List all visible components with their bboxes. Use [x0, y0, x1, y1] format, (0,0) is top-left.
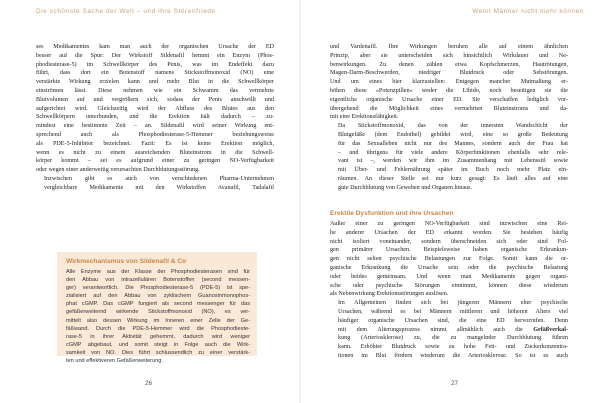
text-line: als Nebenwirkung Erektionsstörungen auslösen. — [330, 291, 449, 298]
text-line: übergehend die Möglichkeit eines vermehrten Bluteinstroms und da- — [330, 105, 568, 112]
text-line: Ursachen, während es bei Männern mittleren und höheren Alters viel — [338, 308, 568, 315]
page-number-left: 26 — [145, 380, 153, 387]
text-line: zialisiert auf den Abbau von zyklischem Guanosinmonophos- — [66, 293, 250, 300]
text-line: Im Allgemeinen finden sich bei jüngeren Männern eher psychische — [338, 300, 568, 307]
right-body-text-top — [330, 43, 568, 193]
text-line: Und um eines hier klarzustellen: Entgegen mancher Mutmaßung er- — [330, 79, 568, 86]
text-line: sprechend auch als Phosphodiesterase-5-Hemmer beziehungsweise — [36, 131, 274, 138]
section-heading: Erektile Dysfunktion und ihre Ursachen — [330, 210, 454, 217]
text-line: mit dem Alterungsprozess nimmt allmählich auch die Gefäßverkal- — [338, 326, 568, 333]
text-line: ger) verantwortlich. Die Phosphodiesterase-5 (PDE-5) ist spe- — [66, 285, 250, 292]
text-line: benwirkungen. Zu denen zählen etwa Kopfschmerzen, Hautrötungen, — [330, 61, 568, 68]
text-line: häufiger organische Ursachen sind, die eine ED hervorrufen. Denn — [338, 317, 568, 324]
text-line: oder beides gemeinsam. Und wenn man Medikamente gegen organi- — [330, 273, 568, 280]
text-line: Blutgefäße (dem Endothel) gebildet wird, eine so große Bedeutung — [338, 131, 568, 138]
right-body-text-bottom — [330, 220, 568, 361]
text-line: fäßwand. Durch die PDE-5-Hemmer wird die Phosphodieste- — [66, 325, 250, 332]
text-line: für das Sexualleben nicht nur des Mannes, sondern auch der Frau hat — [338, 140, 568, 147]
text-line: phat cGMP. Das cGMP fungiert als second messenger für das — [66, 301, 250, 308]
text-line: gefäßerweiternd wirkende Stickstoffmonoxid (NO), es ver- — [66, 309, 250, 316]
text-line: tionen im Blut fördern wiederum die Arteriosklerose. So ist es auch — [338, 352, 568, 359]
running-head-right: Wenn Männer nicht mehr können — [472, 8, 584, 15]
page-number-right: 27 — [451, 380, 459, 387]
text-line: he anderer Ursachen der ED erkannt worden. Sie bestehen häufig — [330, 229, 568, 236]
text-line: nicht isoliert voneinander, sondern überschneiden sich oder sind Fol- — [330, 238, 568, 245]
paragraph — [330, 122, 568, 192]
text-line: kann. Erhöhter Blutdruck sowie zu hohe Fett- und Zuckerkonzentra- — [338, 344, 568, 351]
text-line: Magen-Darm-Beschwerden, niedriger Blutdruck oder Sehstörungen. — [330, 70, 568, 77]
text-line: kung (Arteriosklerose) zu, die zu mangelnder Durchblutung führen — [338, 335, 568, 342]
text-line: gute Durchblutung von Geweben und Organen hinaus. — [338, 184, 473, 191]
text-line: mit Über- und Fehlernährung später im Buch noch mehr Platz ein- — [338, 167, 568, 174]
text-line: Prinzip, aber sie unterscheiden sich hinsichtlich Wirkdauer und Ne- — [330, 52, 568, 59]
text-line: körper kommt – sei es aufgrund einer zu geringen NO-Verfügbarkeit — [36, 158, 274, 165]
text-line: sche oder psychische Störungen einnimmt, können diese wiederum — [330, 282, 568, 289]
left-body-text — [36, 43, 274, 193]
paragraph — [330, 43, 568, 122]
text-line: gen primärer Ursachen. Beispielsweise haben organische Erkrankun- — [330, 247, 568, 254]
paragraph — [36, 43, 274, 175]
text-line: – und übrigens für viele andere Körperfunktionen ebenfalls sehr rele- — [338, 149, 568, 156]
text-line: vant ist –, werden wir ihm im Zusammenhang mit Lebensstil sowie — [338, 158, 568, 165]
text-line: mittelt also dessen Wirkung im Inneren einer Zelle der Ge- — [66, 317, 250, 324]
text-line: besser auf die Spur: Der Wirkstoff Sildenafil hemmt ein Enzym (Phos- — [36, 52, 274, 59]
paragraph — [36, 175, 274, 193]
text-line: höhen diese »Potenzpillen« weder die Libido, noch beseitigen sie die — [330, 87, 568, 94]
text-line: mit eine Erektionsfähigkeit. — [330, 114, 399, 121]
text-line: Inzwischen gibt es auch von verschiedenen Pharma-Unternehmen — [44, 175, 274, 182]
text-line: oder wegen einer anderweitig verursachten Durchblutungsstörung. — [36, 167, 200, 174]
paragraph — [330, 299, 568, 361]
text-line: und Vardenafil. Ihre Wirkungen beruhen alle auf einem ähnlichen — [330, 44, 568, 50]
text-line: ten und effektiveren Gefäßerweiterung. — [66, 358, 163, 365]
running-head-left: Die schönste Sache der Welt – und ihre Störenfriede — [36, 8, 216, 15]
text-line: verstärkte Wirkung erzielen kann und mehr Blut in die Schwellkörper — [36, 79, 274, 86]
text-line: samkeit von NO. Dies führt schlussendlich zu einer verstärk- — [66, 349, 250, 356]
text-line: mindest eine bestimmte Zeit – an. Sildenafil wird seiner Wirkung ent- — [36, 123, 274, 130]
text-line: ganische Erkrankung die Ursache sein oder die psychische Belastung — [330, 264, 568, 271]
text-line: rase-5 in ihrer Aktivität gehemmt, dadurch wird weniger — [66, 333, 250, 340]
text-line: Schwellkörpern unterbunden, und die Erektion hält dadurch – zu- — [36, 114, 274, 121]
text-line: cGMP abgebaut, und somit steigt in Folge auch die Wirk- — [66, 341, 250, 348]
text-line: wenn es nicht zu einem ausreichenden Bluteinstrom in die Schwell- — [36, 149, 274, 156]
text-line: vergleichbare Medikamente mit den Wirkstoffen Avanafil, Tadalafil — [44, 184, 274, 191]
text-line: eigentliche organische Ursache einer ED. Sie verschaffen lediglich vor- — [330, 96, 568, 103]
text-line: gen nicht selten psychische Belastungen zur Folge. Somit kann die or- — [330, 256, 568, 263]
bold-term: Gefäßverkal- — [533, 326, 568, 333]
text-line: als PDE-5-Inhibitor bezeichnet. Fazit: Es ist keine Erektion möglich, — [36, 140, 274, 147]
text-line: ses Medikamentes kam man auch der organischen Ursache der ED — [36, 44, 274, 50]
text-line: Blutvolumen auf und vergrößern sich, sodass der Penis anschwillt und — [36, 96, 274, 103]
right-page — [300, 0, 600, 403]
text-line: Alle Enzyme aus der Klasse der Phosphodiesterasen sind für — [66, 269, 250, 275]
text-line: Außer einer zu geringen NO-Verfügbarkeit sind inzwischen eine Rei- — [330, 221, 568, 227]
text-line: aufgerichtet wird. Gleichzeitig wird der Abfluss des Blutes aus den — [36, 105, 274, 112]
info-box-text — [66, 268, 250, 365]
info-box-title: Wirkmechanismus von Sildenafil & Co — [66, 258, 187, 265]
text-line: phodiesterase-5) im Schwellkörper des Penis, was im Endeffekt dazu — [36, 61, 274, 68]
text-line: Da Stickstoffmonoxid, das von der innersten Wandschicht der — [338, 123, 568, 130]
paragraph — [330, 220, 568, 299]
text-line: räumen. An dieser Stelle sei nur kurz gesagt: Es läuft alles auf eine — [338, 175, 568, 182]
text-line: den Abbau von intrazellulären Botenstoffen (second messen- — [66, 277, 250, 284]
text-line: führt, dass dort ein Botenstoff namens Stickstoffmonoxid (NO) eine — [36, 70, 274, 77]
text-line: einströmen lässt. Diese nehmen wie ein Schwamm das vermehrte — [36, 87, 274, 94]
